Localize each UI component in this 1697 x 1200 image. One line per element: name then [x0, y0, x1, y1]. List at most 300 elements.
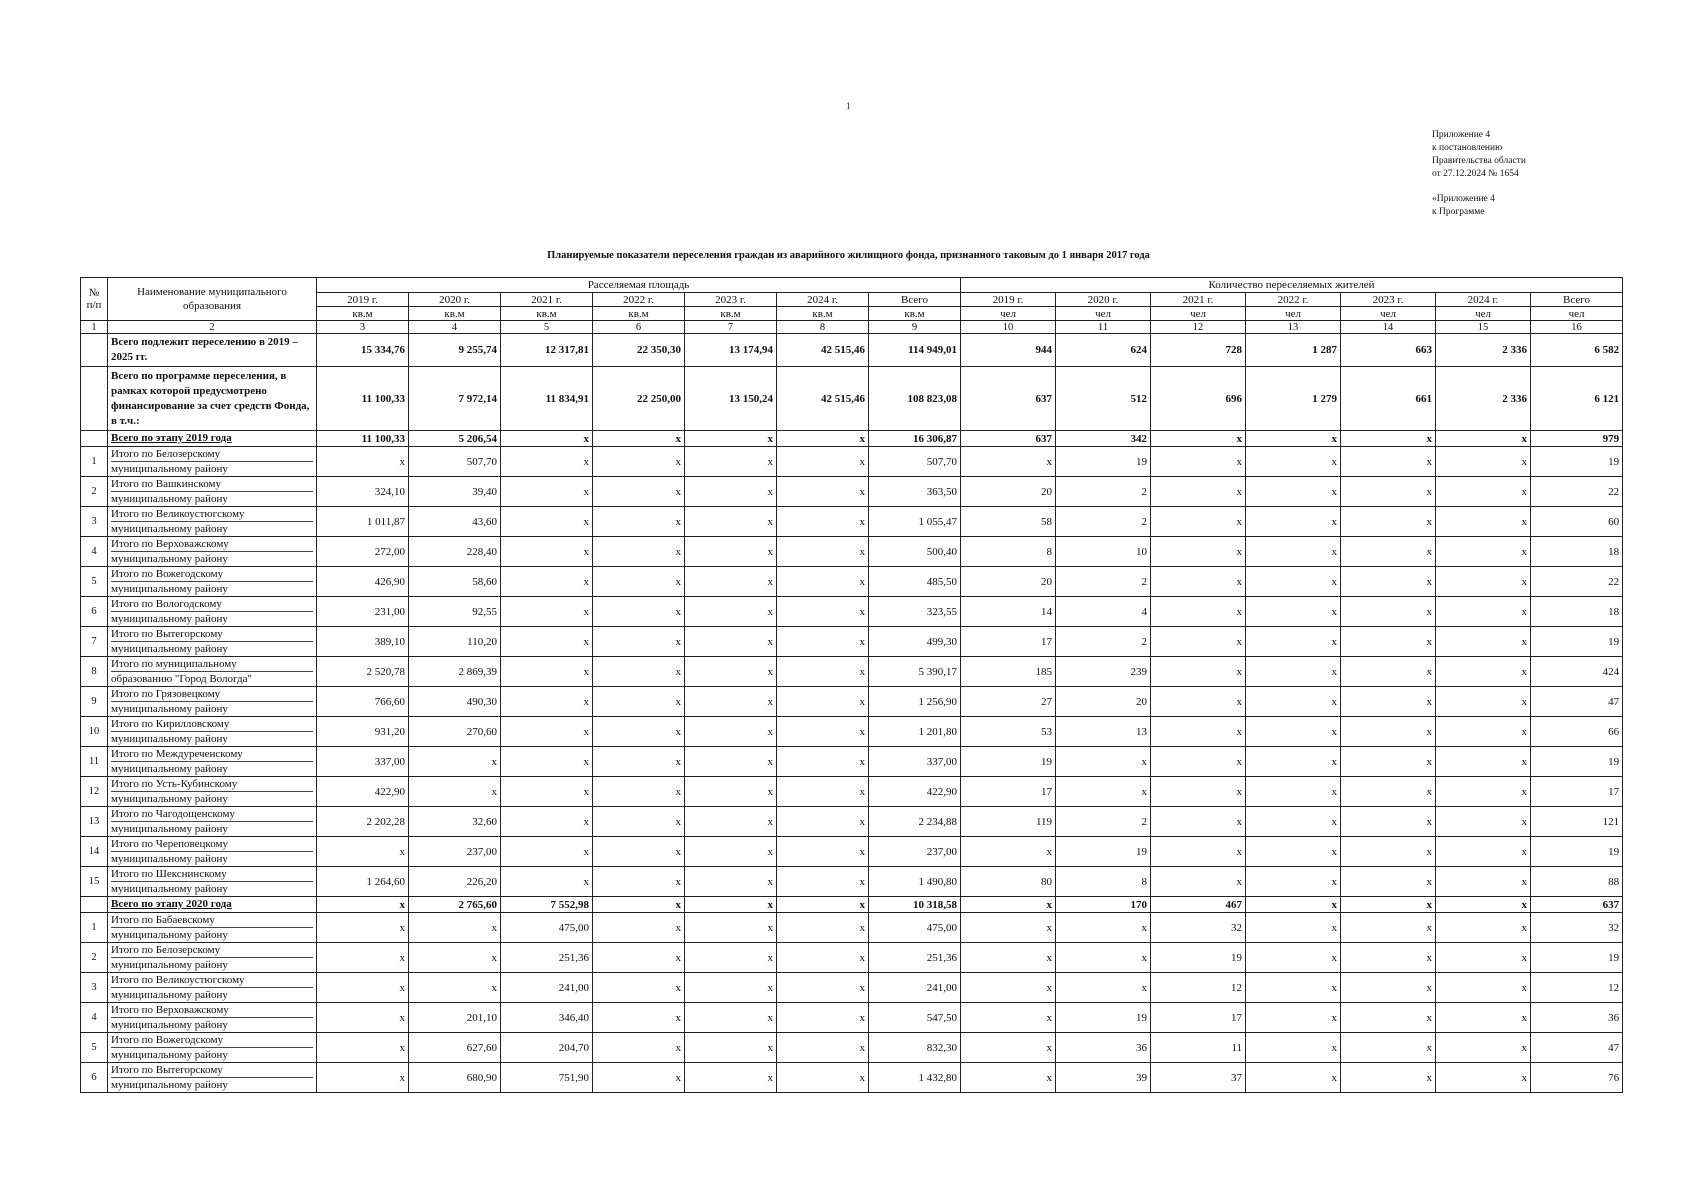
- value-cell: 18: [1531, 537, 1623, 567]
- municipality-name: [108, 477, 317, 507]
- municipality-name: [108, 913, 317, 943]
- annex-line: Правительства области: [1432, 156, 1526, 166]
- unit-header: кв.м: [317, 307, 409, 321]
- row-number: 2: [81, 477, 108, 507]
- value-cell: x: [1056, 777, 1151, 807]
- value-cell: 490,30: [409, 687, 501, 717]
- value-cell: 426,90: [317, 567, 409, 597]
- value-cell: 979: [1531, 431, 1623, 447]
- value-cell: x: [777, 777, 869, 807]
- value-cell: x: [593, 537, 685, 567]
- municipality-name: [108, 507, 317, 537]
- value-cell: 1 432,80: [869, 1063, 961, 1093]
- value-cell: x: [1341, 447, 1436, 477]
- municipality-name: [108, 597, 317, 627]
- value-cell: 20: [961, 477, 1056, 507]
- value-cell: 43,60: [409, 507, 501, 537]
- unit-header: чел: [1151, 307, 1246, 321]
- row-number: 4: [81, 537, 108, 567]
- value-cell: x: [501, 431, 593, 447]
- value-cell: 19: [1056, 447, 1151, 477]
- municipality-name-line2: муниципальному району: [111, 987, 313, 1002]
- value-cell: 13 150,24: [685, 367, 777, 431]
- value-cell: 22 350,30: [593, 334, 685, 367]
- column-number: 2: [108, 321, 317, 334]
- value-cell: x: [685, 447, 777, 477]
- municipality-name: [108, 747, 317, 777]
- value-cell: x: [1246, 807, 1341, 837]
- value-cell: 22: [1531, 567, 1623, 597]
- value-cell: x: [685, 537, 777, 567]
- municipality-name-line1: Итого по Вашкинскому: [111, 478, 221, 490]
- value-cell: x: [1436, 431, 1531, 447]
- value-cell: x: [777, 1063, 869, 1093]
- value-cell: x: [777, 717, 869, 747]
- value-cell: 944: [961, 334, 1056, 367]
- value-cell: x: [1341, 973, 1436, 1003]
- value-cell: x: [593, 837, 685, 867]
- value-cell: 119: [961, 807, 1056, 837]
- value-cell: 2 869,39: [409, 657, 501, 687]
- municipality-name-line2: муниципальному району: [111, 641, 313, 656]
- table-row: [81, 913, 1623, 943]
- municipality-name-line1: Итого по Верховажскому: [111, 1004, 229, 1016]
- row-name: Всего подлежит переселению в 2019 – 2025 гг.: [108, 334, 317, 367]
- row-number: [81, 334, 108, 367]
- value-cell: 2: [1056, 627, 1151, 657]
- value-cell: 1 264,60: [317, 867, 409, 897]
- value-cell: 389,10: [317, 627, 409, 657]
- annex-line: «Приложение 4: [1432, 194, 1495, 204]
- table-row: [81, 627, 1623, 657]
- municipality-name: [108, 1063, 317, 1093]
- value-cell: x: [317, 943, 409, 973]
- row-number: 5: [81, 1033, 108, 1063]
- value-cell: x: [777, 507, 869, 537]
- municipality-name: [108, 657, 317, 687]
- value-cell: x: [1151, 597, 1246, 627]
- value-cell: x: [777, 477, 869, 507]
- year-header: 2024 г.: [777, 293, 869, 307]
- total-row: [81, 334, 1623, 367]
- value-cell: 8: [961, 537, 1056, 567]
- municipality-name: [108, 717, 317, 747]
- row-name: Всего по программе переселения, в рамках которой предусмотрено финансирование за счет средств Фонда, в т.ч.:: [108, 367, 317, 431]
- value-cell: 7 552,98: [501, 897, 593, 913]
- value-cell: 512: [1056, 367, 1151, 431]
- value-cell: 226,20: [409, 867, 501, 897]
- value-cell: x: [1436, 597, 1531, 627]
- value-cell: x: [685, 687, 777, 717]
- value-cell: x: [1341, 747, 1436, 777]
- value-cell: x: [1341, 567, 1436, 597]
- value-cell: x: [501, 447, 593, 477]
- value-cell: 228,40: [409, 537, 501, 567]
- value-cell: x: [1436, 943, 1531, 973]
- value-cell: 2 202,28: [317, 807, 409, 837]
- value-cell: 13 174,94: [685, 334, 777, 367]
- value-cell: 1 201,80: [869, 717, 961, 747]
- value-cell: x: [1246, 447, 1341, 477]
- municipality-name: [108, 687, 317, 717]
- unit-header: чел: [1436, 307, 1531, 321]
- value-cell: 19: [1531, 837, 1623, 867]
- value-cell: x: [593, 777, 685, 807]
- group-people-header: Количество переселяемых жителей: [961, 278, 1623, 293]
- year-header: 2023 г.: [685, 293, 777, 307]
- row-number: 13: [81, 807, 108, 837]
- value-cell: 2 520,78: [317, 657, 409, 687]
- value-cell: x: [1246, 867, 1341, 897]
- value-cell: 239: [1056, 657, 1151, 687]
- value-cell: 42 515,46: [777, 334, 869, 367]
- value-cell: 624: [1056, 334, 1151, 367]
- value-cell: 110,20: [409, 627, 501, 657]
- value-cell: 36: [1056, 1033, 1151, 1063]
- value-cell: 342: [1056, 431, 1151, 447]
- table-row: [81, 447, 1623, 477]
- value-cell: x: [777, 1003, 869, 1033]
- value-cell: 1 490,80: [869, 867, 961, 897]
- value-cell: x: [1056, 973, 1151, 1003]
- value-cell: 931,20: [317, 717, 409, 747]
- value-cell: x: [501, 537, 593, 567]
- row-number: 12: [81, 777, 108, 807]
- annex-header: [1432, 129, 1526, 219]
- value-cell: x: [1436, 837, 1531, 867]
- value-cell: x: [317, 1063, 409, 1093]
- row-number: 1: [81, 913, 108, 943]
- value-cell: x: [1341, 1033, 1436, 1063]
- value-cell: x: [1151, 447, 1246, 477]
- value-cell: x: [1341, 717, 1436, 747]
- value-cell: 66: [1531, 717, 1623, 747]
- value-cell: x: [1246, 687, 1341, 717]
- value-cell: 1 256,90: [869, 687, 961, 717]
- value-cell: x: [593, 1033, 685, 1063]
- value-cell: x: [1436, 973, 1531, 1003]
- value-cell: 20: [1056, 687, 1151, 717]
- value-cell: 185: [961, 657, 1056, 687]
- value-cell: x: [1341, 507, 1436, 537]
- table-row: [81, 747, 1623, 777]
- value-cell: 346,40: [501, 1003, 593, 1033]
- value-cell: 485,50: [869, 567, 961, 597]
- value-cell: x: [1246, 627, 1341, 657]
- annex-line: к постановлению: [1432, 143, 1503, 153]
- value-cell: x: [685, 897, 777, 913]
- value-cell: x: [1436, 1063, 1531, 1093]
- value-cell: 766,60: [317, 687, 409, 717]
- value-cell: 2 336: [1436, 367, 1531, 431]
- value-cell: x: [1436, 777, 1531, 807]
- stage-total-row: [81, 897, 1623, 913]
- value-cell: 696: [1151, 367, 1246, 431]
- value-cell: x: [1246, 567, 1341, 597]
- value-cell: 507,70: [869, 447, 961, 477]
- unit-header: кв.м: [869, 307, 961, 321]
- value-cell: x: [685, 657, 777, 687]
- value-cell: 121: [1531, 807, 1623, 837]
- value-cell: x: [1341, 777, 1436, 807]
- year-header: Всего: [1531, 293, 1623, 307]
- value-cell: x: [317, 447, 409, 477]
- value-cell: 17: [1151, 1003, 1246, 1033]
- value-cell: x: [1436, 477, 1531, 507]
- value-cell: 19: [1531, 747, 1623, 777]
- value-cell: x: [1341, 867, 1436, 897]
- value-cell: x: [685, 943, 777, 973]
- row-number: 11: [81, 747, 108, 777]
- value-cell: x: [777, 627, 869, 657]
- value-cell: x: [1151, 567, 1246, 597]
- value-cell: 467: [1151, 897, 1246, 913]
- municipality-name-line1: Итого по Вожегодскому: [111, 568, 224, 580]
- value-cell: 422,90: [317, 777, 409, 807]
- value-cell: 42 515,46: [777, 367, 869, 431]
- value-cell: 2 765,60: [409, 897, 501, 913]
- year-header: 2022 г.: [593, 293, 685, 307]
- value-cell: x: [777, 807, 869, 837]
- value-cell: x: [1341, 1003, 1436, 1033]
- value-cell: x: [1056, 943, 1151, 973]
- value-cell: 2 336: [1436, 334, 1531, 367]
- municipality-name-line2: муниципальному району: [111, 761, 313, 776]
- column-number: 12: [1151, 321, 1246, 334]
- value-cell: 12: [1531, 973, 1623, 1003]
- value-cell: 7 972,14: [409, 367, 501, 431]
- value-cell: x: [1246, 717, 1341, 747]
- column-number: 13: [1246, 321, 1341, 334]
- value-cell: x: [961, 837, 1056, 867]
- unit-header: кв.м: [409, 307, 501, 321]
- value-cell: x: [501, 567, 593, 597]
- value-cell: x: [685, 837, 777, 867]
- value-cell: x: [685, 627, 777, 657]
- municipality-name-line2: муниципальному району: [111, 821, 313, 836]
- table-row: [81, 867, 1623, 897]
- col-no-header: № п/п: [81, 278, 108, 321]
- value-cell: x: [777, 657, 869, 687]
- value-cell: x: [685, 477, 777, 507]
- value-cell: x: [1436, 627, 1531, 657]
- value-cell: 1 011,87: [317, 507, 409, 537]
- column-number: 7: [685, 321, 777, 334]
- value-cell: x: [1341, 1063, 1436, 1093]
- table-row: [81, 567, 1623, 597]
- value-cell: x: [777, 943, 869, 973]
- value-cell: x: [961, 1033, 1056, 1063]
- municipality-name-line2: муниципальному району: [111, 581, 313, 596]
- municipality-name: [108, 777, 317, 807]
- value-cell: x: [1436, 447, 1531, 477]
- value-cell: 499,30: [869, 627, 961, 657]
- year-header: 2019 г.: [317, 293, 409, 307]
- value-cell: 32: [1531, 913, 1623, 943]
- value-cell: x: [777, 913, 869, 943]
- value-cell: 5 206,54: [409, 431, 501, 447]
- value-cell: x: [1436, 897, 1531, 913]
- value-cell: x: [777, 867, 869, 897]
- value-cell: x: [1151, 777, 1246, 807]
- value-cell: x: [777, 447, 869, 477]
- municipality-name-line1: Итого по Бабаевскому: [111, 914, 215, 926]
- value-cell: x: [961, 913, 1056, 943]
- value-cell: x: [501, 597, 593, 627]
- municipality-name: [108, 837, 317, 867]
- value-cell: 11 100,33: [317, 431, 409, 447]
- municipality-name-line1: Итого по Шекснинскому: [111, 868, 227, 880]
- value-cell: x: [501, 627, 593, 657]
- value-cell: x: [593, 597, 685, 627]
- municipality-name-line1: Итого по Белозерскому: [111, 944, 221, 956]
- table-row: [81, 837, 1623, 867]
- value-cell: x: [1246, 973, 1341, 1003]
- column-number: 3: [317, 321, 409, 334]
- value-cell: x: [409, 777, 501, 807]
- value-cell: 10 318,58: [869, 897, 961, 913]
- value-cell: x: [317, 897, 409, 913]
- value-cell: 204,70: [501, 1033, 593, 1063]
- municipality-name-line1: Итого по Великоустюгскому: [111, 974, 245, 986]
- value-cell: x: [1341, 597, 1436, 627]
- value-cell: x: [961, 897, 1056, 913]
- value-cell: x: [1246, 597, 1341, 627]
- column-number: 15: [1436, 321, 1531, 334]
- value-cell: x: [1151, 867, 1246, 897]
- value-cell: x: [1436, 807, 1531, 837]
- municipality-name-line2: муниципальному району: [111, 491, 313, 506]
- value-cell: x: [1436, 867, 1531, 897]
- municipality-name-line2: образованию "Город Вологда": [111, 671, 313, 686]
- page-mark: 1: [846, 101, 851, 111]
- value-cell: 627,60: [409, 1033, 501, 1063]
- column-number: 14: [1341, 321, 1436, 334]
- value-cell: x: [317, 837, 409, 867]
- column-number: 16: [1531, 321, 1623, 334]
- value-cell: x: [1246, 897, 1341, 913]
- municipality-name: [108, 627, 317, 657]
- value-cell: x: [1246, 777, 1341, 807]
- value-cell: 11 100,33: [317, 367, 409, 431]
- table-row: [81, 597, 1623, 627]
- value-cell: 27: [961, 687, 1056, 717]
- value-cell: 17: [961, 777, 1056, 807]
- value-cell: x: [685, 1063, 777, 1093]
- value-cell: x: [1246, 747, 1341, 777]
- value-cell: 751,90: [501, 1063, 593, 1093]
- value-cell: x: [961, 447, 1056, 477]
- value-cell: 663: [1341, 334, 1436, 367]
- value-cell: 19: [961, 747, 1056, 777]
- value-cell: x: [1341, 537, 1436, 567]
- value-cell: 19: [1531, 943, 1623, 973]
- column-number: 6: [593, 321, 685, 334]
- value-cell: 547,50: [869, 1003, 961, 1033]
- value-cell: 114 949,01: [869, 334, 961, 367]
- value-cell: 32: [1151, 913, 1246, 943]
- value-cell: 12: [1151, 973, 1246, 1003]
- value-cell: x: [317, 913, 409, 943]
- municipality-name: [108, 1003, 317, 1033]
- unit-header: кв.м: [685, 307, 777, 321]
- value-cell: 8: [1056, 867, 1151, 897]
- value-cell: x: [593, 431, 685, 447]
- value-cell: 237,00: [409, 837, 501, 867]
- value-cell: x: [501, 807, 593, 837]
- value-cell: 20: [961, 567, 1056, 597]
- value-cell: 832,30: [869, 1033, 961, 1063]
- value-cell: x: [685, 747, 777, 777]
- value-cell: 17: [961, 627, 1056, 657]
- value-cell: x: [501, 777, 593, 807]
- value-cell: x: [1151, 477, 1246, 507]
- value-cell: 22 250,00: [593, 367, 685, 431]
- value-cell: 324,10: [317, 477, 409, 507]
- value-cell: x: [1436, 657, 1531, 687]
- value-cell: x: [1056, 913, 1151, 943]
- row-number: 14: [81, 837, 108, 867]
- value-cell: 1 287: [1246, 334, 1341, 367]
- value-cell: 58,60: [409, 567, 501, 597]
- municipality-name-line1: Итого по Междуреченскому: [111, 748, 243, 760]
- stage-total-row: [81, 431, 1623, 447]
- value-cell: x: [1246, 943, 1341, 973]
- year-header: 2021 г.: [501, 293, 593, 307]
- value-cell: x: [1436, 567, 1531, 597]
- value-cell: x: [593, 807, 685, 837]
- value-cell: 637: [961, 431, 1056, 447]
- value-cell: 422,90: [869, 777, 961, 807]
- value-cell: x: [777, 567, 869, 597]
- municipality-name-line2: муниципальному району: [111, 851, 313, 866]
- value-cell: 18: [1531, 597, 1623, 627]
- municipality-name-line2: муниципальному району: [111, 1077, 313, 1092]
- value-cell: x: [685, 567, 777, 597]
- municipality-name-line1: Итого по Верховажскому: [111, 538, 229, 550]
- value-cell: 680,90: [409, 1063, 501, 1093]
- value-cell: x: [685, 777, 777, 807]
- table-row: [81, 943, 1623, 973]
- value-cell: x: [1341, 657, 1436, 687]
- value-cell: 241,00: [501, 973, 593, 1003]
- value-cell: 11 834,91: [501, 367, 593, 431]
- table-row: [81, 477, 1623, 507]
- value-cell: 47: [1531, 1033, 1623, 1063]
- value-cell: x: [1246, 1033, 1341, 1063]
- value-cell: 88: [1531, 867, 1623, 897]
- municipality-name-line2: муниципальному району: [111, 791, 313, 806]
- unit-header: чел: [1056, 307, 1151, 321]
- year-header: 2022 г.: [1246, 293, 1341, 307]
- municipality-name: [108, 567, 317, 597]
- value-cell: x: [593, 1063, 685, 1093]
- value-cell: x: [1151, 537, 1246, 567]
- value-cell: x: [777, 897, 869, 913]
- value-cell: 19: [1151, 943, 1246, 973]
- value-cell: x: [1151, 837, 1246, 867]
- value-cell: x: [593, 687, 685, 717]
- year-header: 2021 г.: [1151, 293, 1246, 307]
- value-cell: 16 306,87: [869, 431, 961, 447]
- value-cell: x: [685, 867, 777, 897]
- value-cell: x: [1246, 1003, 1341, 1033]
- value-cell: x: [1341, 943, 1436, 973]
- value-cell: x: [1436, 1033, 1531, 1063]
- value-cell: x: [777, 1033, 869, 1063]
- value-cell: x: [593, 447, 685, 477]
- row-number: 8: [81, 657, 108, 687]
